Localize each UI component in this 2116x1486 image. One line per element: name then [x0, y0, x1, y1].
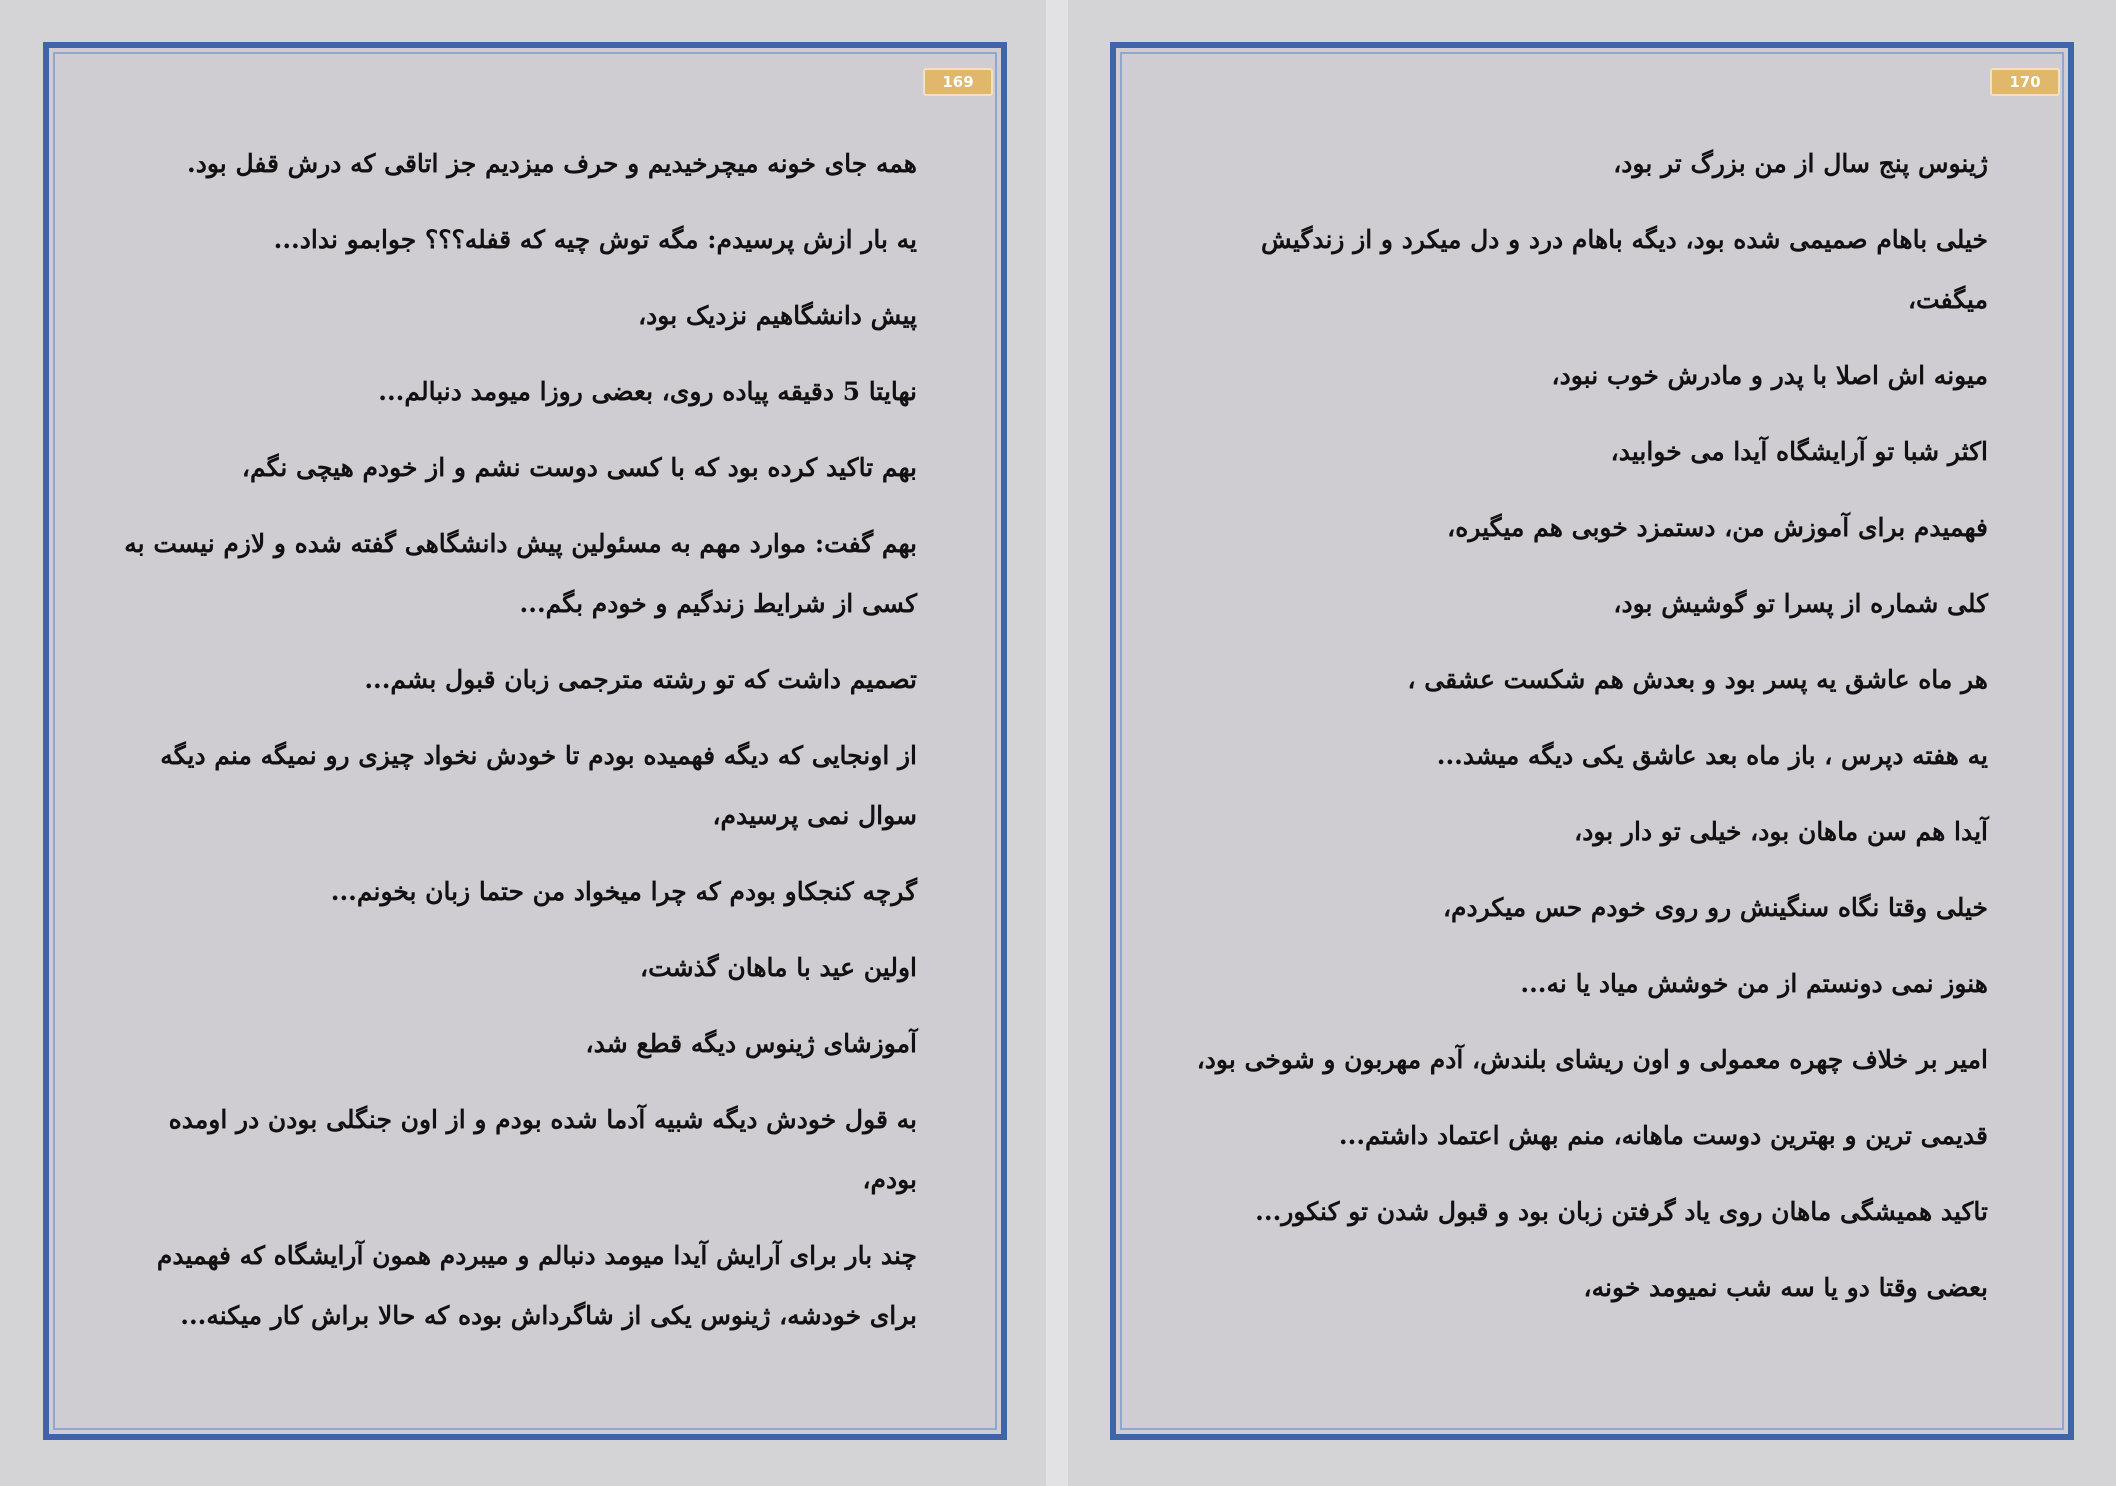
text-line: آیدا هم سن ماهان بود، خیلی تو دار بود، — [1574, 817, 1988, 846]
text-line: پیش دانشگاهیم نزدیک بود، — [638, 301, 917, 330]
text-line: تصمیم داشت که تو رشته مترجمی زبان قبول بشم... — [364, 665, 917, 694]
text-line: گرچه کنجکاو بودم که چرا میخواد من حتما زبان بخونم... — [330, 877, 917, 906]
text-line: بهم تاکید کرده بود که با کسی دوست نشم و از خودم هیچی نگم، — [241, 453, 917, 482]
text-line: همه جای خونه میچرخیدیم و حرف میزدیم جز اتاقی که درش قفل بود. — [187, 149, 917, 178]
text-line: یه بار ازش پرسیدم: مگه توش چیه که قفله؟؟؟ جوابمو نداد... — [273, 225, 917, 254]
text-line: میونه اش اصلا با پدر و مادرش خوب نبود، — [1551, 361, 1988, 390]
text-line: خیلی باهام صمیمی شده بود، دیگه باهام درد و دل میکرد و از زندگیش میگفت، — [1261, 225, 1988, 314]
book-page-left — [43, 42, 1007, 1440]
text-line: قدیمی ترین و بهترین دوست ماهانه، منم بهش اعتماد داشتم... — [1338, 1121, 1988, 1150]
page-text — [1188, 134, 1988, 1334]
text-line: هر ماه عاشق یه پسر بود و بعدش هم شکست عشقی ، — [1407, 665, 1988, 694]
text-line: تاکید همیشگی ماهان روی یاد گرفتن زبان بود و قبول شدن تو کنکور... — [1255, 1197, 1988, 1226]
text-line: چند بار برای آرایش آیدا میومد دنبالم و میبردم همون آرایشگاه که فهمیدم برای خودشه، ژینوس یکی از شاگرداش بوده که حالا براش کار میکنه... — [156, 1241, 917, 1330]
book-page-right — [1110, 42, 2074, 1440]
text-line: کلی شماره از پسرا تو گوشیش بود، — [1613, 589, 1988, 618]
text-line: بعضی وقتا دو یا سه شب نمیومد خونه، — [1583, 1273, 1988, 1302]
text-line: به قول خودش دیگه شبیه آدما شده بودم و از اون جنگلی بودن در اومده بودم، — [168, 1105, 917, 1194]
text-line: امیر بر خلاف چهره معمولی و اون ریشای بلندش، آدم مهربون و شوخی بود، — [1196, 1045, 1988, 1074]
text-line: آموزشای ژینوس دیگه قطع شد، — [585, 1029, 917, 1058]
text-line: بهم گفت: موارد مهم به مسئولین پیش دانشگاهی گفته شده و لازم نیست به کسی از شرایط زندگیم و خودم بگم... — [124, 529, 917, 618]
text-line: ژینوس پنج سال از من بزرگ تر بود، — [1613, 149, 1988, 178]
text-line: هنوز نمی دونستم از من خوشش میاد یا نه... — [1520, 969, 1988, 998]
text-line: خیلی وقتا نگاه سنگینش رو روی خودم حس میکردم، — [1442, 893, 1988, 922]
text-line: اکثر شبا تو آرایشگاه آیدا می خوابید، — [1610, 437, 1988, 466]
page-text — [117, 134, 917, 1362]
book-gutter — [1046, 0, 1068, 1486]
page-number-badge: 169 — [923, 68, 993, 96]
text-line: از اونجایی که دیگه فهمیده بودم تا خودش نخواد چیزی رو نمیگه منم دیگه سوال نمی پرسیدم، — [160, 741, 917, 830]
text-line: اولین عید با ماهان گذشت، — [640, 953, 917, 982]
page-number-badge: 170 — [1990, 68, 2060, 96]
text-line: نهایتا 5 دقیقه پیاده روی، بعضی روزا میومد دنبالم... — [378, 377, 917, 406]
text-line: فهمیدم برای آموزش من، دستمزد خوبی هم میگیره، — [1447, 513, 1988, 542]
text-line: یه هفته دپرس ، باز ماه بعد عاشق یکی دیگه میشد... — [1436, 741, 1988, 770]
